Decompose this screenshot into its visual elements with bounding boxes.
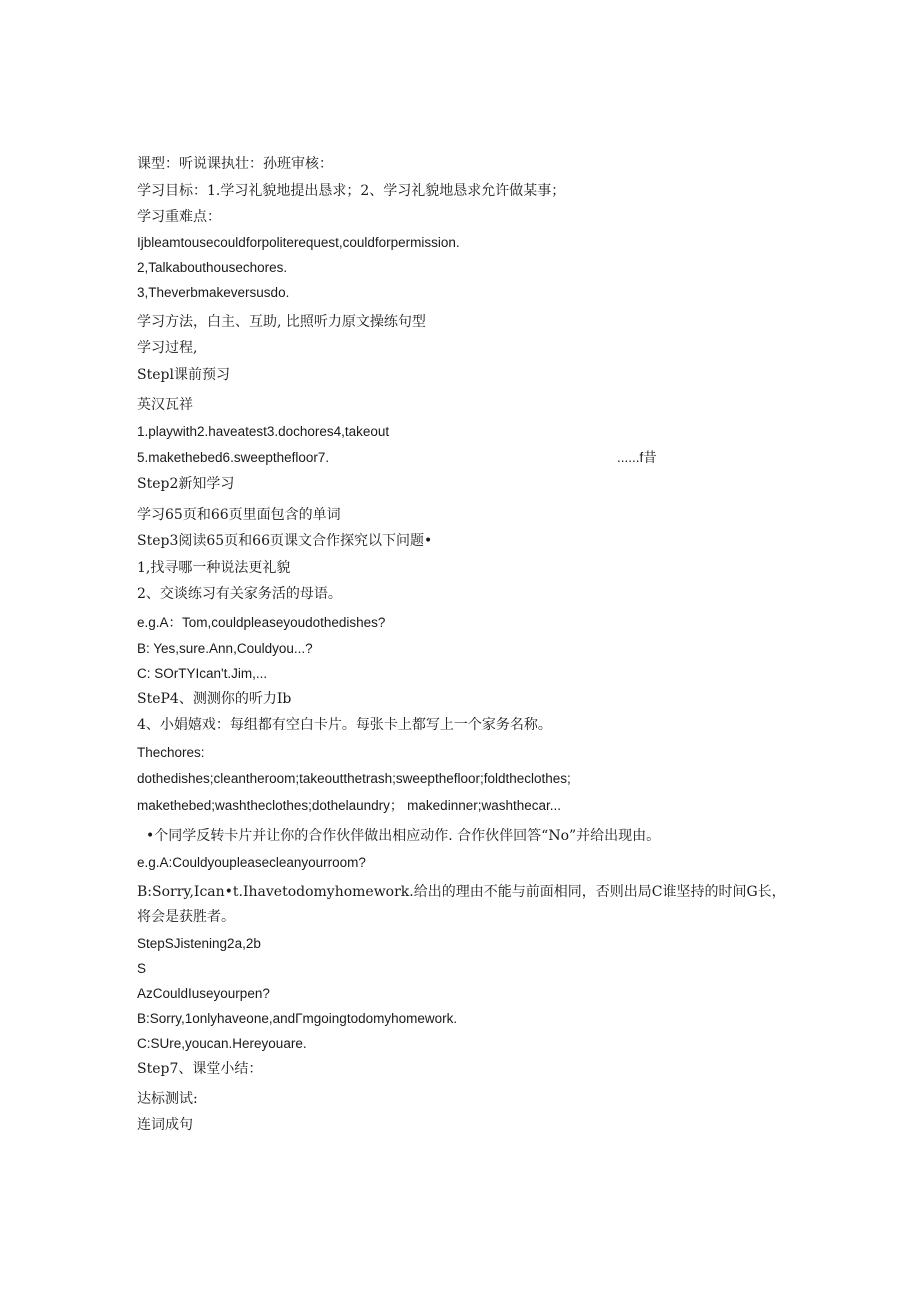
step3-question-2: 2、交谈练习有关家务活的母语。 — [137, 586, 342, 602]
step2-content: 学习65页和66页里面包含的单词 — [137, 507, 341, 523]
key-point-2: 2,Talkabouthousechores. — [137, 260, 288, 275]
listening-b: B:Sorry,1onlyhaveone,andΓmgoingtodomyhomework. — [137, 1011, 458, 1026]
phrase-list-1: 1.playwith2.haveatest3.dochores4,takeout — [137, 424, 390, 439]
chores-list-1: dothedishes;cleantheroom;takeoutthetrash;sweepthefloor;foldtheclothes; — [137, 771, 571, 786]
game-rule-line: •个同学反转卡片并让你的合作伙伴做出相应动作. 合作伙伴回答“No”并给出现由。 — [146, 828, 661, 844]
phrase-list-right-note: ......f昔 — [617, 450, 657, 465]
key-point-1: Ijbleamtousecouldforpoliterequest,couldforpermission. — [137, 235, 460, 250]
dialogue-c: C: SOrTYIcan't.Jim,... — [137, 666, 268, 681]
translation-heading: 英汉瓦祥 — [137, 397, 193, 413]
dialogue-b: B: Yes,sure.Ann,Couldyou...? — [137, 641, 313, 656]
chores-heading: Thechores: — [137, 745, 205, 760]
step5-marker: S — [137, 961, 147, 976]
learning-goals-line: 学习目标：1.学习礼貌地提出恳求；2、学习礼貌地恳求允许做某事； — [137, 183, 566, 199]
winner-line: 将会是获胜者。 — [137, 909, 235, 925]
step4-heading: SteP4、测测你的听力Ib — [137, 691, 292, 707]
example-question: e.g.A:Couldyoupleasecleanyourroom? — [137, 855, 366, 870]
step5-heading: StepSJistening2a,2b — [137, 936, 261, 951]
learning-process-heading: 学习过程, — [137, 340, 198, 356]
phrase-list-2: 5.makethebed6.sweepthefloor7. — [137, 450, 330, 465]
chores-list-2: makethebed;washtheclothes;dothelaundry； makedinner;washthecar... — [137, 798, 562, 813]
key-point-3: 3,Theverbmakeversusdo. — [137, 285, 290, 300]
learning-method-line: 学习方法，白主、互助, 比照听力原文操练句型 — [137, 314, 426, 330]
listening-a: AzCouldIuseyourpen? — [137, 986, 270, 1001]
course-type-line: 课型：听说课执壮：孙班审核： — [137, 156, 333, 172]
assessment-heading: 达标测试: — [137, 1091, 198, 1107]
dialogue-a: e.g.A：Tom,couldpleaseyoudothedishes? — [137, 615, 386, 630]
step2-heading: Step2新知学习 — [137, 476, 235, 492]
step1-heading: Stepl课前预习 — [137, 367, 230, 383]
game-instructions: 4、小娟嬉戏：每组都有空白卡片。每张卡上都写上一个家务名称。 — [137, 717, 552, 733]
example-answer: B:Sorry,Ican•t.Ihavetodomyhomework.给出的理由不能与前面相同，否则出局C谁坚持的时间G长， — [137, 884, 786, 900]
sentence-building-heading: 连词成句 — [137, 1117, 193, 1133]
step3-question-1: 1,找寻哪一种说法更礼貌 — [137, 560, 291, 576]
key-points-heading: 学习重难点： — [137, 209, 221, 225]
step3-heading: Step3阅读65页和66页课文合作探究以下问题• — [137, 533, 433, 549]
step7-heading: Step7、课堂小结： — [137, 1061, 263, 1077]
listening-c: C:SUre,youcan.Hereyouare. — [137, 1036, 307, 1051]
